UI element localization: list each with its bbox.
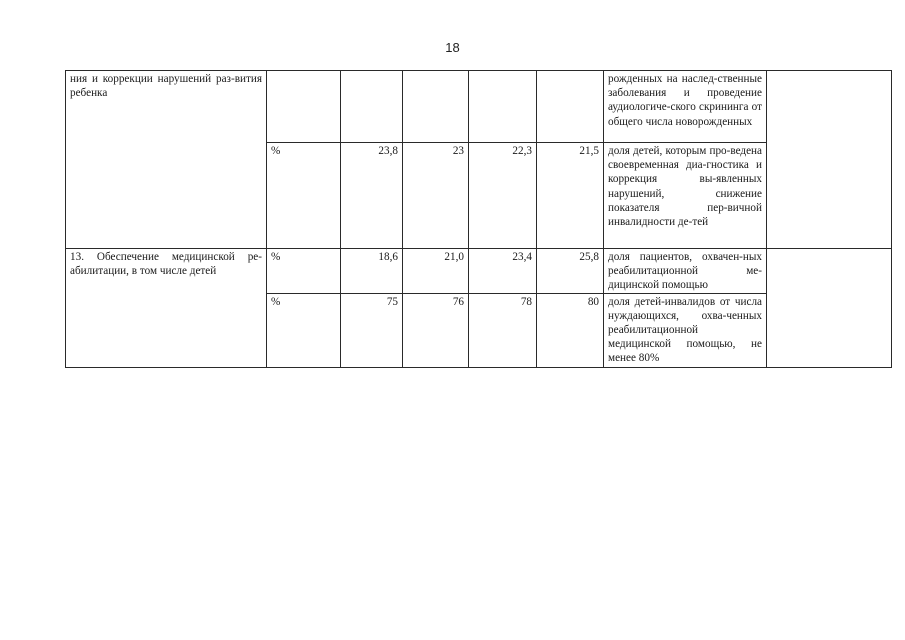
value-cell — [403, 293, 469, 367]
value-cell — [469, 143, 537, 249]
measure-name: 13. Обеспечение медицинской ре-абилитации, в том числе детей — [70, 251, 262, 278]
value-cell — [469, 249, 537, 294]
page-number: 18 — [445, 40, 460, 55]
measure-name-cell — [66, 249, 267, 368]
value-cell — [469, 71, 537, 143]
value-cell — [341, 249, 403, 294]
value-1: 23,8 — [378, 145, 398, 157]
value-cell — [341, 293, 403, 367]
empty-cell — [767, 71, 892, 249]
value-4: 80 — [587, 295, 599, 308]
empty-cell — [767, 249, 892, 368]
value-1: 75 — [386, 295, 398, 308]
value-cell — [403, 249, 469, 294]
measure-name-cell — [66, 71, 267, 249]
indicator-text: рожденных на наслед-ственные заболевания и проведение аудиологиче-ского скрининга от общего числа новорожденных — [608, 73, 762, 128]
value-cell — [403, 71, 469, 143]
value-cell — [469, 293, 537, 367]
value-2: 23 — [452, 145, 464, 157]
indicator-cell — [604, 71, 767, 143]
unit-cell — [267, 71, 341, 143]
indicator-text: доля детей, которым про-ведена своевременная диа-гностика и коррекция вы-явленных нарушений, снижение показателя пер-вичной инвалидности де-тей — [608, 145, 762, 229]
value-2: 76 — [452, 295, 464, 308]
unit-cell — [267, 249, 341, 294]
indicator-text: доля детей-инвалидов от числа нуждающихся, охва-ченных реабилитационной медицинской помощью, не менее 80% — [608, 295, 762, 365]
value-4: 21,5 — [579, 145, 599, 157]
unit-value: % — [271, 295, 281, 308]
unit-cell — [267, 293, 341, 367]
value-cell — [537, 249, 604, 294]
table-row — [66, 249, 892, 294]
value-1: 18,6 — [378, 251, 398, 263]
value-cell — [537, 293, 604, 367]
indicator-cell — [604, 249, 767, 294]
indicator-cell — [604, 143, 767, 249]
value-3: 22,3 — [512, 145, 532, 157]
value-cell — [537, 71, 604, 143]
value-3: 23,4 — [512, 251, 532, 263]
value-2: 21,0 — [444, 251, 464, 263]
value-cell — [403, 143, 469, 249]
table-row — [66, 71, 892, 143]
indicator-cell — [604, 293, 767, 367]
unit-value: % — [271, 145, 281, 157]
value-cell — [341, 143, 403, 249]
measure-name: ния и коррекции нарушений раз-вития ребенка — [70, 73, 262, 100]
program-indicators-table — [65, 70, 892, 368]
value-cell — [341, 71, 403, 143]
value-4: 25,8 — [579, 251, 599, 263]
value-3: 78 — [520, 295, 532, 308]
indicator-text: доля пациентов, охвачен-ных реабилитационной ме-дицинской помощью — [608, 251, 762, 292]
unit-cell — [267, 143, 341, 249]
unit-value: % — [271, 251, 281, 263]
value-cell — [537, 143, 604, 249]
